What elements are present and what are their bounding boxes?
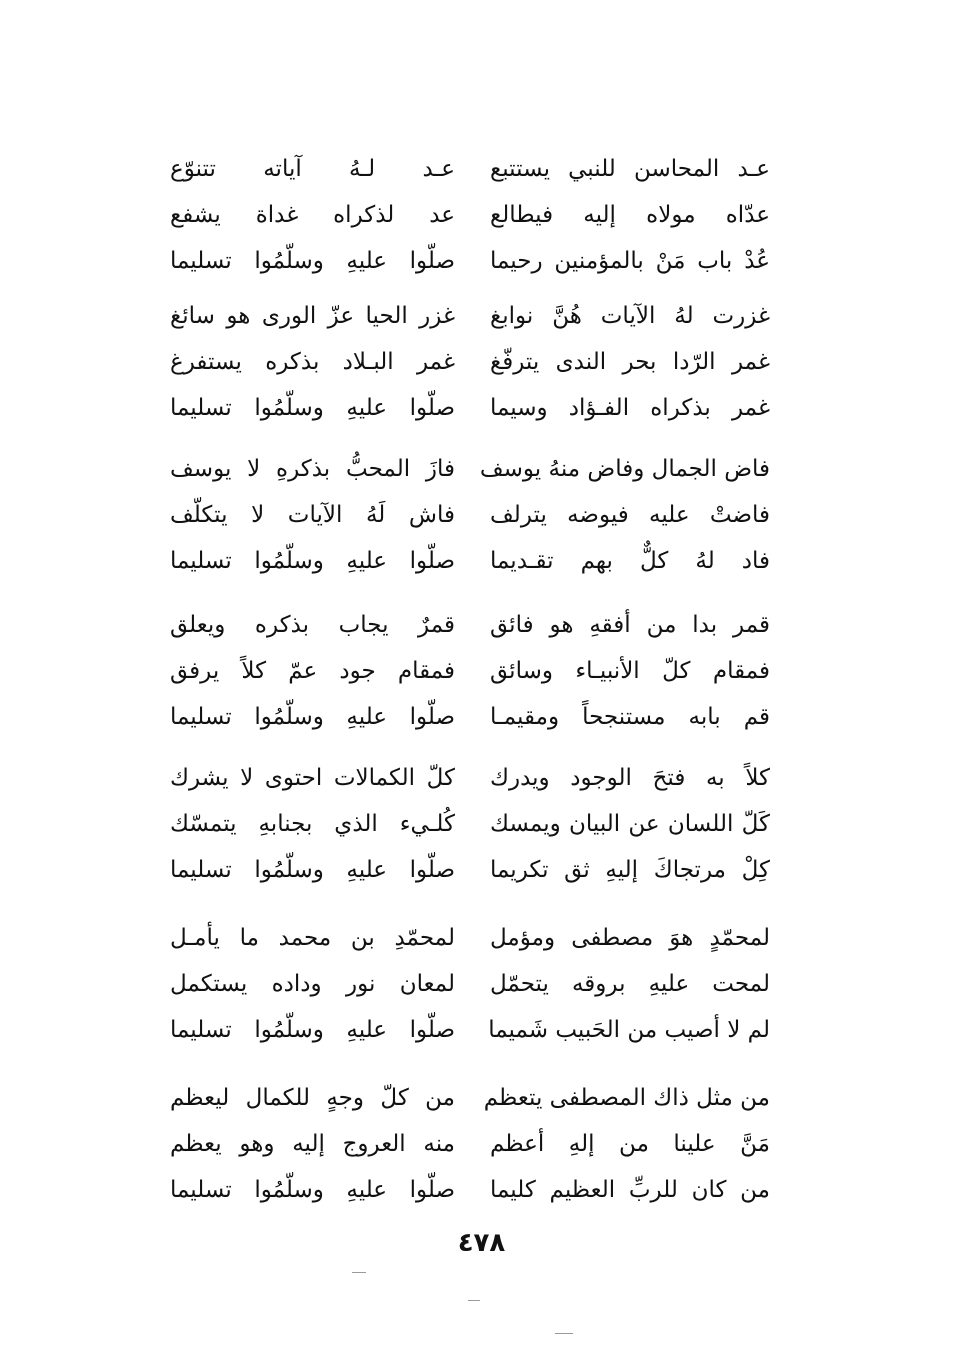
poem-stanza: [150, 147, 790, 287]
verse-line: فاد لهُ كلٌّ بهم تقـديما: [490, 548, 770, 574]
verse-line: فازَ المحبُّ بذكرهِ لا يوسف: [170, 456, 455, 482]
verse-line: صلّوا عليهِ وسلّمُوا تسليما: [170, 248, 455, 274]
scan-speck: [555, 1333, 573, 1334]
scan-speck: [468, 1300, 480, 1301]
verse-line: لم لا أصيب من الحَبيب شَميما: [488, 1017, 770, 1043]
verse-line: غمر الرّدا بحر الندى يترفّغ: [490, 349, 770, 375]
verse-line: صلّوا عليهِ وسلّمُوا تسليما: [170, 1017, 455, 1043]
verse-line: غمر بذكراه الفـؤاد وسيما: [490, 395, 770, 421]
poem-stanza: [150, 916, 790, 1056]
verse-line: لمحت عليهِ بروقه يتحمّل: [490, 971, 770, 997]
verse-line: من كان للربِّ العظيم كليما: [490, 1177, 770, 1203]
verse-line: عـد المحاسن للنبي يستتبع: [490, 156, 770, 182]
verse-line: لمعان نور وداده يستكمل: [170, 971, 455, 997]
poem-stanza: [150, 1076, 790, 1216]
verse-line: لمحمّدِ بن محمد ما يأمـل: [170, 925, 455, 951]
verse-line: من كلّ وجهٍ للكمال ليعظم: [170, 1085, 455, 1111]
verse-line: كَلّ اللسان عن البيان ويمسك: [490, 811, 770, 837]
verse-line: صلّوا عليهِ وسلّمُوا تسليما: [170, 548, 455, 574]
verse-line: مَنَّ علينا من إلهِ أعظم: [490, 1131, 770, 1157]
verse-line: غزرت لهُ الآيات هُنَّ نوابغ: [490, 303, 770, 329]
verse-line: فاش لَهُ الآيات لا يتكلّف: [170, 502, 455, 528]
verse-line: صلّوا عليهِ وسلّمُوا تسليما: [170, 857, 455, 883]
scan-speck: [352, 1272, 366, 1273]
verse-line: كِلْ مرتجاكَ إليهِ ثق تكريما: [490, 857, 770, 883]
verse-line: صلّوا عليهِ وسلّمُوا تسليما: [170, 395, 455, 421]
verse-line: عدّاه مولاه إليه فيطالع: [490, 202, 770, 228]
verse-line: كُلـيء الذي بجنابهِ يتمسّك: [170, 811, 455, 837]
verse-line: منه العروج إليه وهو يعظم: [170, 1131, 455, 1157]
poem-stanza: [150, 756, 790, 896]
page-number: ٤٧٨: [457, 1228, 506, 1258]
poem-stanza: [150, 447, 790, 587]
verse-line: فاضتْ عليه فيوضه يترلف: [490, 502, 770, 528]
poem-stanza: [150, 603, 790, 743]
verse-line: لمحمّدٍ هوَ مصطفى ومؤمل: [490, 925, 770, 951]
verse-line: عد لذكراه غداة يشفع: [170, 202, 455, 228]
verse-line: عـد لـهُ آياته تتنوّع: [170, 156, 455, 182]
verse-line: غزر الحيا عزّ الورى هو سائغ: [170, 303, 455, 329]
verse-line: قمرٌ يجاب بذكره ويعلق: [170, 612, 455, 638]
verse-line: قم بابه مستنجحاً ومقيمـا: [490, 704, 770, 730]
verse-line: صلّوا عليهِ وسلّمُوا تسليما: [170, 704, 455, 730]
verse-line: عُدْ باب مَنْ بالمؤمنين رحيما: [490, 248, 770, 274]
verse-line: قمر بدا من أفقهِ هو فائق: [490, 612, 770, 638]
verse-line: كلّ الكمالات احتوى لا يشرك: [170, 765, 455, 791]
verse-line: صلّوا عليهِ وسلّمُوا تسليما: [170, 1177, 455, 1203]
verse-line: فمقام جود عمّ كلاً يرفق: [170, 658, 455, 684]
verse-line: من مثل ذاك المصطفى يتعظم: [483, 1085, 770, 1111]
poem-stanza: [150, 294, 790, 434]
verse-line: فمقام كلّ الأنبيـاء وسائق: [490, 658, 770, 684]
verse-line: كلاً به فتحَ الوجود ويدرك: [490, 765, 770, 791]
verse-line: فاض الجمال وفاض منهُ يوسف: [479, 456, 770, 482]
verse-line: غمر البـلاد بذكره يستفرغ: [170, 349, 455, 375]
